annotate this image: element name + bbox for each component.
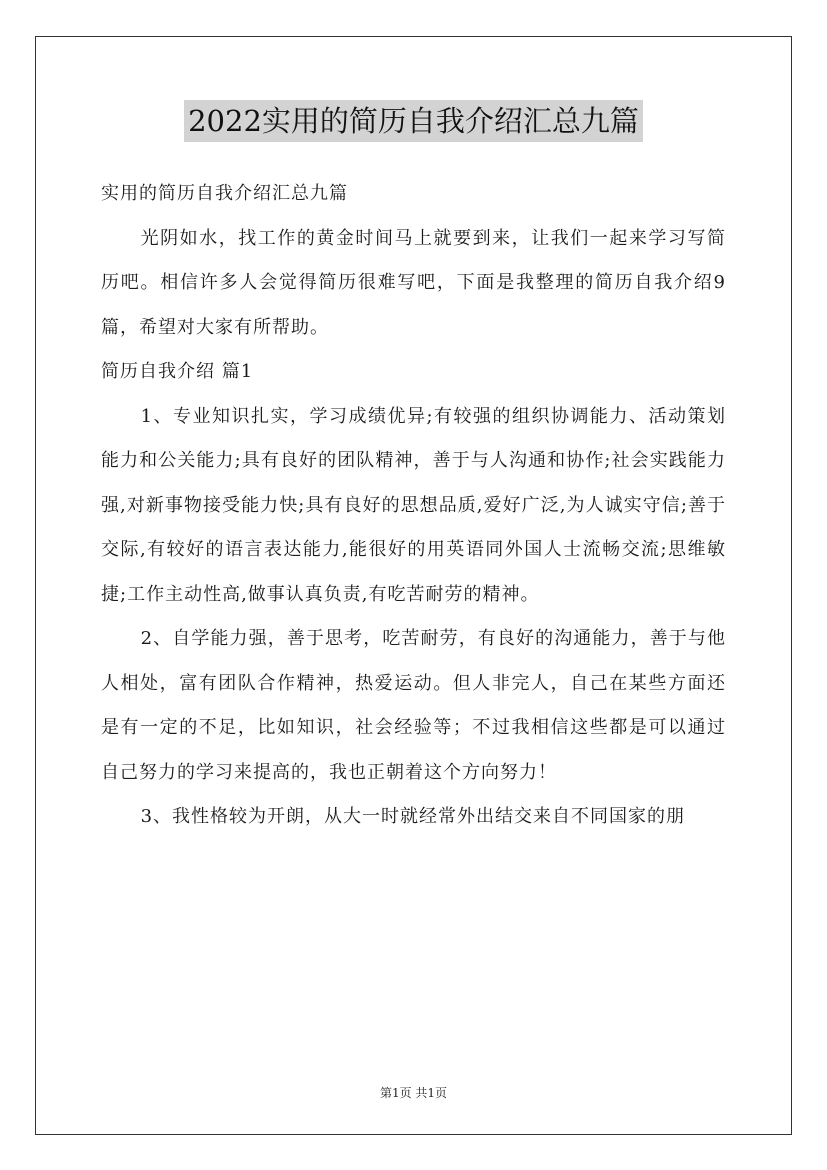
paragraph-2: 2、自学能力强，善于思考，吃苦耐劳，有良好的沟通能力，善于与他人相处，富有团队合作精神，热爱运动。但人非完人，自己在某些方面还是有一定的不足，比如知识，社会经验等；不过我相信这些都是可以通过自己努力的学习来提高的，我也正朝着这个方向努力！: [101, 628, 726, 783]
paragraph-3: 3、我性格较为开朗，从大一时就经常外出结交来自不同国家的朋: [140, 806, 686, 827]
document-title: 2022实用的简历自我介绍汇总九篇: [184, 100, 643, 142]
page-footer: 第1页 共1页: [379, 1086, 448, 1100]
title-container: [0, 100, 827, 142]
document-body: [101, 172, 726, 840]
document-subtitle: 实用的简历自我介绍汇总九篇: [101, 183, 348, 204]
paragraph-1: 1、专业知识扎实，学习成绩优异;有较强的组织协调能力、活动策划能力和公关能力;具有良好的团队精神，善于与人沟通和协作;社会实践能力强,对新事物接受能力快;具有良好的思想品质,爱好广泛,为人诚实守信;善于交际,有较好的语言表达能力,能很好的用英语同外国人士流畅交流;思维敏捷;工作主动性高,做事认真负责,有吃苦耐劳的精神。: [101, 405, 726, 605]
section-heading: 简历自我介绍 篇1: [101, 361, 254, 382]
intro-paragraph: 光阴如水，找工作的黄金时间马上就要到来，让我们一起来学习写简历吧。相信许多人会觉得简历很难写吧，下面是我整理的简历自我介绍9篇，希望对大家有所帮助。: [101, 227, 726, 338]
